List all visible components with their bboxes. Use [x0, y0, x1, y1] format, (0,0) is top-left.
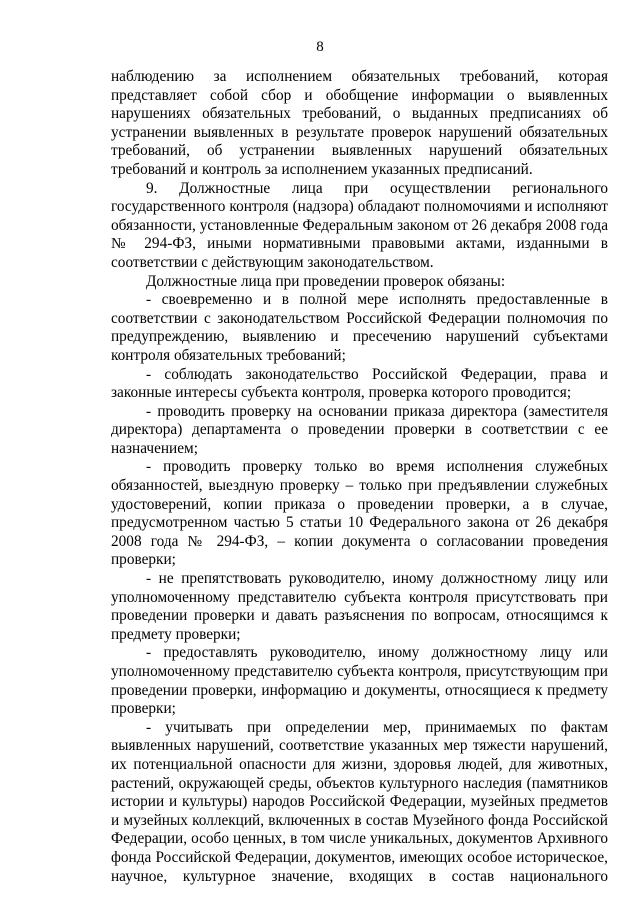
- list-item-consider-measures: - учитывать при определении мер, принимаемых по фактам выявленных нарушений, соответствие указанных мер тяжести нарушений, их потенциальной опасности для жизни, здоровья людей, для животных, растений, окружающей среды, объектов культурного наследия (памятников истории и культуры) народов Российской Федерации, музейных предметов и музейных коллекций, включенных в состав Музейного фонда Российской Федерации, особо ценных, в том числе уникальных, документов Архивного фонда Российской Федерации, документов, имеющих особое историческое, научное, культурное значение, входящих в состав национального: [111, 718, 608, 885]
- paragraph-officials-powers: 9. Должностные лица при осуществлении регионального государственного контроля (надзора) обладают полномочиями и исполняют обязанности, установленные Федеральным законом от 26 декабря 2008 года № 294-ФЗ, иными нормативными правовыми актами, изданными в соответствии с действующим законодательством.: [111, 179, 608, 271]
- list-item-provide-information: - предоставлять руководителю, иному должностному лицу или уполномоченному представителю субъекта контроля, присутствующим при проведении проверки, информацию и документы, относящиеся к предмету проверки;: [111, 644, 608, 718]
- paragraph-monitoring-continuation: наблюдению за исполнением обязательных требований, которая представляет собой сбор и обобщение информации о выявленных нарушениях обязательных требований, о выданных предписаниях об устранении выявленных в результате проверок нарушений обязательных требований, об устранении выявленных нарушений обязательных требований и контроль за исполнением указанных предписаний.: [111, 68, 608, 178]
- list-item-inspection-during-duties: - проводить проверку только во время исполнения служебных обязанностей, выездную проверку – только при предъявлении служебных удостоверений, копии приказа о проведении проверки, а в случае, предусмотренном частью 5 статьи 10 Федерального закона от 26 декабря 2008 года № 294-ФЗ, – копии документа о согласовании проведения проверки;: [111, 458, 608, 569]
- list-item-observe-legislation: - соблюдать законодательство Российской Федерации, права и законные интересы субъекта контроля, проверка которого проводится;: [111, 365, 608, 402]
- list-item-not-obstruct: - не препятствовать руководителю, иному должностному лицу или уполномоченному представителю субъекта контроля присутствовать при проведении проверки и давать разъяснения по вопросам, относящимся к предмету проверки;: [111, 570, 608, 643]
- paragraph-duties-intro: Должностные лица при проведении проверок обязаны:: [146, 272, 506, 290]
- document-body: [111, 68, 608, 886]
- page-number: 8: [316, 39, 324, 55]
- list-item-inspection-order: - проводить проверку на основании приказа директора (заместителя директора) департамента о проведении проверки в соответствии с ее назначением;: [111, 402, 608, 457]
- list-item-exercise-powers: - своевременно и в полной мере исполнять предоставленные в соответствии с законодательством Российской Федерации полномочия по предупреждению, выявлению и пресечению нарушений субъектами контроля обязательных требований;: [111, 291, 608, 364]
